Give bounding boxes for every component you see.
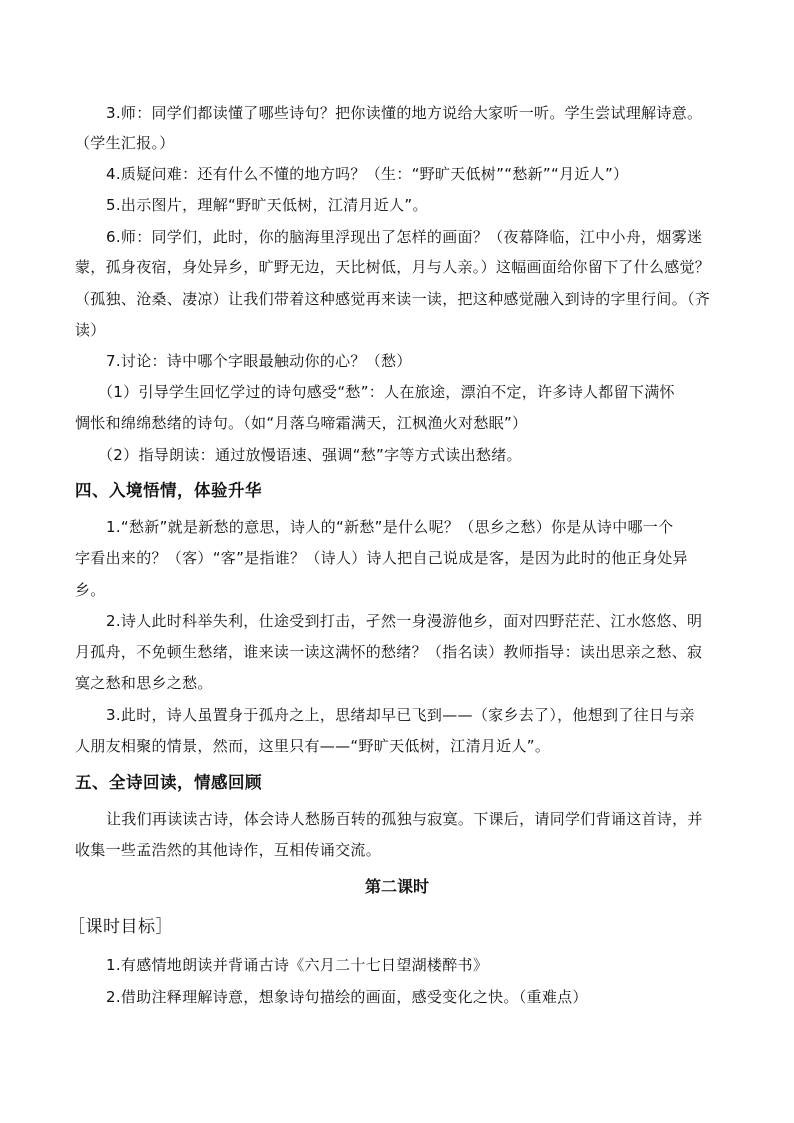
paragraph-line: （学生汇报。）: [75, 134, 175, 152]
lesson-title: 第二课时: [364, 877, 429, 896]
paragraph-line: 2.诗人此时科举失利，仕途受到打击，孑然一身漫游他乡，面对四野茫茫、江水悠悠、明: [106, 612, 703, 630]
paragraph-line: 惆怅和绵绵愁绪的诗句。（如“月落乌啼霜满天，江枫渔火对愁眠”）: [75, 414, 528, 432]
paragraph-line: 3.此时，诗人虽置身于孤舟之上，思绪却早已飞到——（家乡去了），他想到了往日与亲: [106, 706, 695, 724]
paragraph-line: 让我们再读读古诗，体会诗人愁肠百转的孤独与寂寞。下课后，请同学们背诵这首诗，并: [106, 810, 703, 828]
paragraph-line: 人朋友相聚的情景，然而，这里只有——“野旷天低树，江清月近人”。: [75, 737, 551, 755]
paragraph-line: 寞之愁和思乡之愁。: [75, 674, 213, 692]
paragraph-line: 3.师：同学们都读懂了哪些诗句？把你读懂的地方说给大家听一听。学生尝试理解诗意。: [106, 104, 703, 122]
goal-item: 2.借助注释理解诗意，想象诗句描绘的画面，感受变化之快。（重难点）: [106, 988, 588, 1006]
paragraph-line: 5.出示图片，理解“野旷天低树，江清月近人”。: [106, 196, 428, 214]
paragraph-line: 乡。: [75, 581, 106, 599]
paragraph-line: 蒙，孤身夜宿，身处异乡，旷野无边，天比树低，月与人亲。）这幅画面给你留下了什么感觉？: [75, 258, 711, 276]
section-heading: 五、全诗回读，情感回顾: [75, 773, 262, 792]
goals-title: ［课时目标］: [68, 917, 173, 937]
paragraph-line: 6.师：同学们，此时，你的脑海里浮现出了怎样的画面？（夜幕降临，江中小舟，烟雾迷: [106, 228, 703, 246]
paragraph-line: 月孤舟，不免顿生愁绪，谁来读一读这满怀的愁绪？（指名读）教师指导：读出思亲之愁、寂: [75, 643, 703, 661]
section-heading: 四、入境悟情，体验升华: [75, 481, 262, 500]
paragraph-line: 7.讨论：诗中哪个字眼最触动你的心？（愁）: [106, 352, 412, 370]
paragraph-line: 4.质疑问难：还有什么不懂的地方吗？（生：“野旷天低树”“愁新”“月近人”）: [106, 165, 629, 183]
paragraph-line: 读）: [75, 321, 106, 339]
paragraph-line: （2）指导朗读：通过放慢语速、强调“愁”字等方式读出愁绪。: [98, 446, 522, 464]
paragraph-line: 收集一些孟浩然的其他诗作，互相传诵交流。: [75, 841, 382, 859]
paragraph-line: 1.“愁新”就是新愁的意思，诗人的“新愁”是什么呢？（思乡之愁）你是从诗中哪一个: [106, 518, 674, 536]
paragraph-line: （孤独、沧桑、凄凉）让我们带着这种感觉再来读一读，把这种感觉融入到诗的字里行间。（齐: [75, 290, 711, 308]
goal-item: 1.有感情地朗读并背诵古诗《六月二十七日望湖楼醉书》: [106, 956, 489, 974]
paragraph-line: （1）引导学生回忆学过的诗句感受“愁”：人在旅途，漂泊不定，许多诗人都留下满怀: [98, 383, 675, 401]
paragraph-line: 字看出来的？（客）“客”是指谁？（诗人）诗人把自己说成是客，是因为此时的他正身处异: [75, 549, 688, 567]
